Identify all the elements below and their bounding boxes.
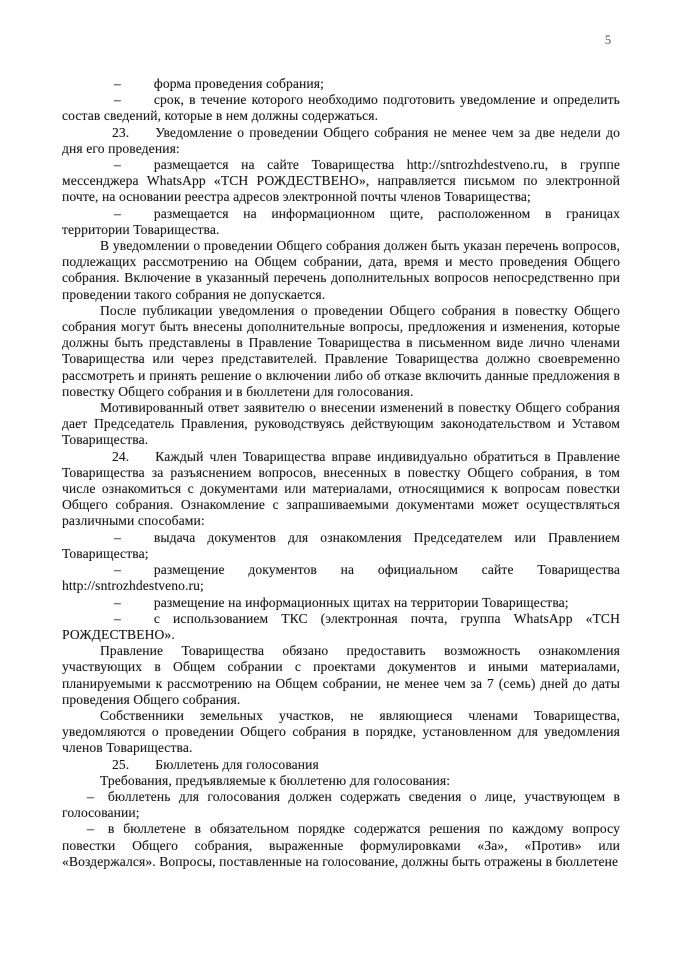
list-item xyxy=(62,821,620,870)
tab-space xyxy=(94,832,108,833)
tab-space xyxy=(121,217,154,218)
list-marker: – xyxy=(114,529,121,545)
tab-space xyxy=(121,103,154,104)
list-marker: – xyxy=(114,610,121,626)
list-item xyxy=(62,595,620,611)
paragraph-text: выдача документов для ознакомления Председателем или Правлением Товарищества; xyxy=(62,529,620,561)
body-paragraph xyxy=(62,773,620,789)
tab-space xyxy=(94,800,108,801)
list-item xyxy=(62,530,620,562)
body-paragraph xyxy=(62,238,620,303)
paragraph-text: размещение на информационных щитах на территории Товарищества; xyxy=(153,594,569,610)
paragraph-text: В уведомлении о проведении Общего собрания должен быть указан перечень вопросов, подлежащих рассмотрению на Общем собрании, дата, время и место проведения Общего собрания. Включение в указанный перечень дополнительных вопросов непосредственно при проведении такого собрания не допускается. xyxy=(62,238,620,302)
paragraph-text: форма проведения собрания; xyxy=(153,76,325,91)
list-marker: – xyxy=(87,821,94,837)
paragraph-text: Бюллетень для голосования xyxy=(155,756,319,772)
body-paragraph xyxy=(62,303,620,400)
tab-space xyxy=(121,168,154,169)
list-marker: – xyxy=(114,76,121,91)
list-marker: 25. xyxy=(112,756,130,772)
tab-space xyxy=(121,622,154,623)
list-item xyxy=(62,206,620,238)
tab-space xyxy=(129,460,155,461)
list-item xyxy=(62,157,620,206)
tab-space xyxy=(129,768,155,769)
paragraph-text: в бюллетене в обязательном порядке содержатся решения по каждому вопросу повестки Общего собрания, выраженные формулировками «За», «Против» или «Воздержался». Вопросы, поставленные на голосование, должны быть отражены в бюллетене xyxy=(62,821,620,869)
tab-space xyxy=(121,87,154,88)
tab-space xyxy=(121,606,154,607)
list-item xyxy=(62,76,620,92)
paragraph-text: Правление Товарищества обязано предоставить возможность ознакомления участвующих в Общем собрании с проектами документов и иными материалами, планируемыми к рассмотрению на Общем собрании, не менее чем за 7 (семь) дней до даты проведения Общего собрания. xyxy=(62,643,620,707)
tab-space xyxy=(121,541,154,542)
paragraph-text: размещение документов на официальном сайте Товарищества http://sntrozhdestveno.ru; xyxy=(62,562,620,594)
paragraph-text: Требования, предъявляемые к бюллетеню для голосования: xyxy=(100,772,451,788)
paragraph-text: Каждый член Товарищества вправе индивидуально обратиться в Правление Товарищества за разъяснением вопросов, внесенных в повестку Общего собрания, в том числе ознакомиться с документами или материалами, относящимися к вопросам повестки Общего собрания. Ознакомление с запрашиваемыми документами может осуществляться различными способами: xyxy=(62,448,620,529)
document-body xyxy=(62,76,620,870)
tab-space xyxy=(121,573,154,574)
tab-space xyxy=(129,136,155,137)
list-item xyxy=(62,92,620,124)
page-number: 5 xyxy=(604,33,612,47)
list-marker: – xyxy=(114,562,121,578)
list-marker: – xyxy=(114,594,121,610)
list-marker: – xyxy=(114,205,121,221)
body-paragraph xyxy=(62,708,620,757)
section-paragraph xyxy=(62,125,620,157)
paragraph-text: Уведомление о проведении Общего собрания не менее чем за две недели до дня его проведения: xyxy=(62,124,620,156)
list-marker: – xyxy=(87,788,94,804)
body-paragraph xyxy=(62,643,620,708)
paragraph-text: размещается на информационном щите, расположенном в границах территории Товарищества. xyxy=(62,205,620,237)
paragraph-text: размещается на сайте Товарищества http://sntrozhdestveno.ru, в группе мессенджера WhatsApp «ТСН РОЖДЕСТВЕНО», направляется письмом по электронной почте, на основании реестра адресов электронной почты членов Товарищества; xyxy=(62,157,620,205)
paragraph-text: бюллетень для голосования должен содержать сведения о лице, участвующем в голосовании; xyxy=(62,788,620,821)
list-marker: – xyxy=(114,92,121,108)
list-marker: – xyxy=(114,157,121,173)
paragraph-text: Мотивированный ответ заявителю о внесении изменений в повестку Общего собрания дает Председатель Правления, руководствуясь действующим законодательством и Уставом Товарищества. xyxy=(62,400,620,448)
paragraph-text: После публикации уведомления о проведении Общего собрания в повестку Общего собрания могут быть внесены дополнительные вопросы, предложения и изменения, которые должны быть представлены в Правление Товарищества в письменном виде лично членами Товарищества или через представителей. Правление Товарищества должно своевременно рассмотреть и принять решение о включении либо об отказе включить данные предложения в повестку Общего собрания и в бюллетени для голосования. xyxy=(62,302,620,399)
list-marker: 24. xyxy=(112,448,130,464)
paragraph-text: Собственники земельных участков, не являющиеся членами Товарищества, уведомляются о проведении Общего собрания в порядке, установленном для уведомления членов Товарищества. xyxy=(62,707,620,756)
list-item xyxy=(62,611,620,643)
section-paragraph xyxy=(62,757,620,773)
list-item xyxy=(62,789,620,821)
paragraph-text: срок, в течение которого необходимо подготовить уведомление и определить состав сведений, которые в нем должны содержаться. xyxy=(62,92,620,124)
section-paragraph xyxy=(62,449,620,530)
list-marker: 23. xyxy=(112,124,130,140)
list-item xyxy=(62,562,620,594)
paragraph-text: с использованием ТКС (электронная почта, группа WhatsApp «ТСН РОЖДЕСТВЕНО». xyxy=(62,610,620,642)
body-paragraph xyxy=(62,400,620,449)
